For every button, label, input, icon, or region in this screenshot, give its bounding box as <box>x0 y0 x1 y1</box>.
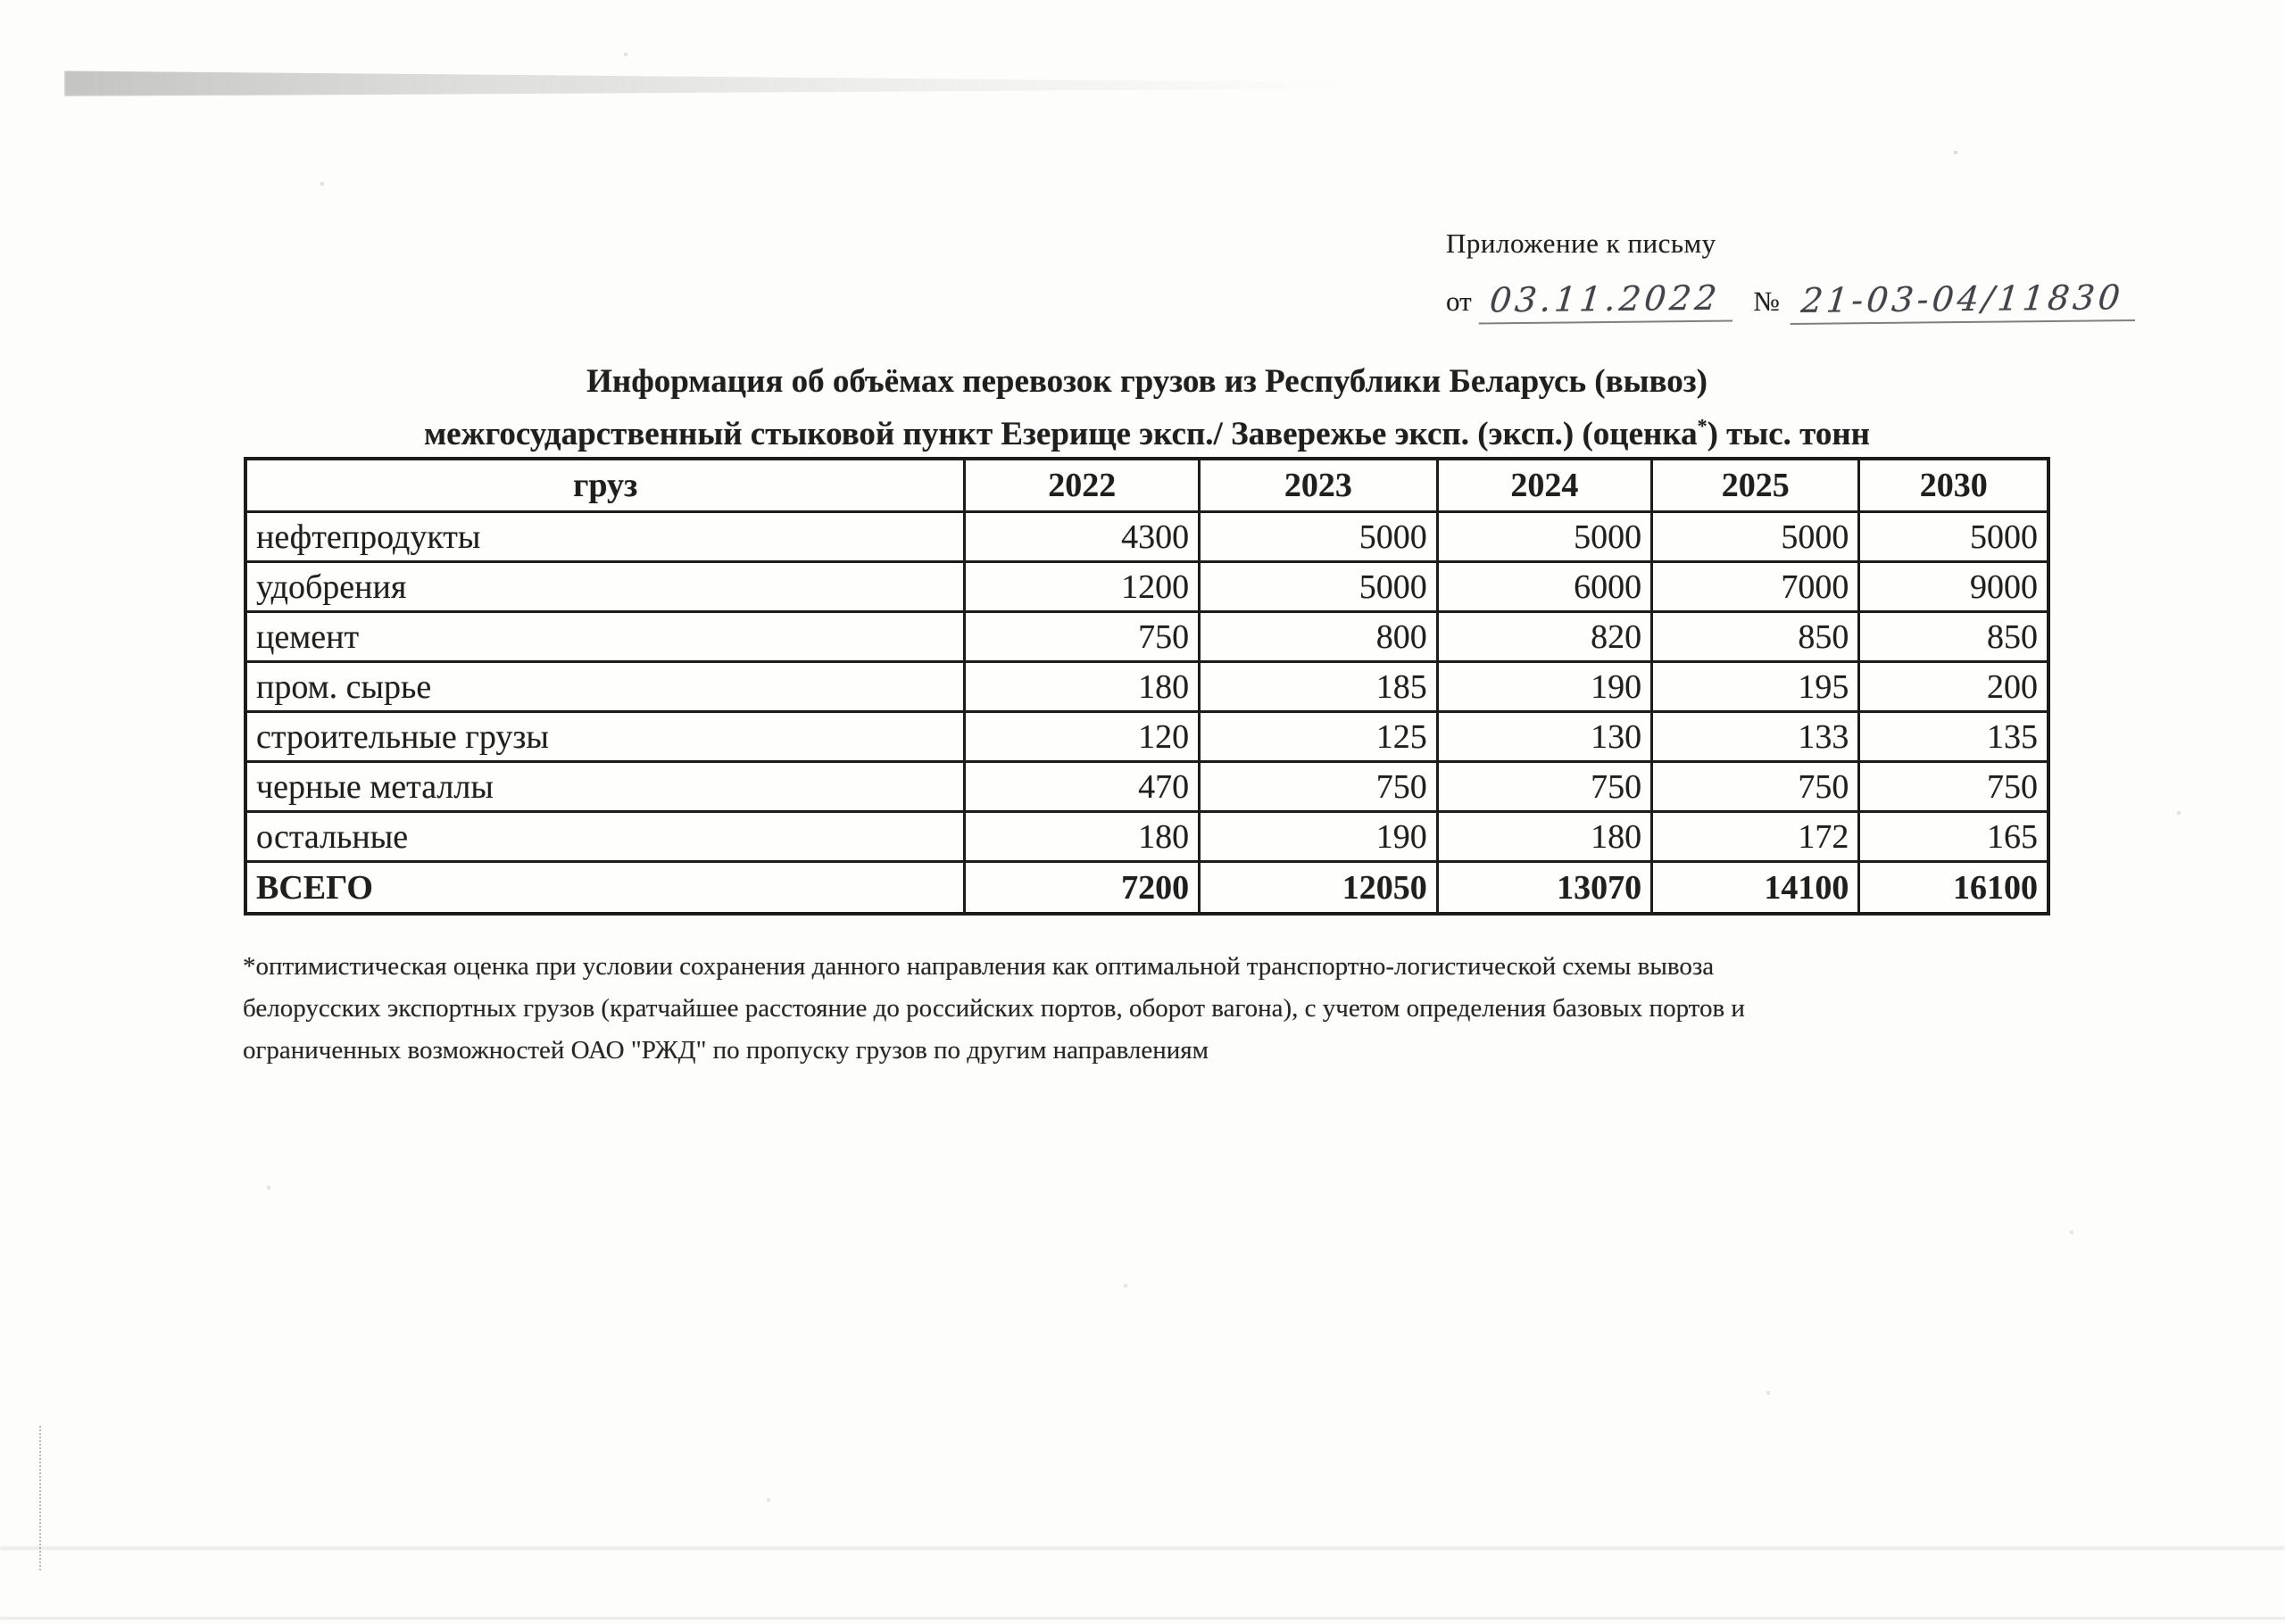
table-row <box>245 662 2048 712</box>
row-label: пром. сырье <box>245 662 965 712</box>
footnote <box>243 946 2081 1072</box>
title-line-2-text: межгосударственный стыковой пункт Езерище эксп./ Завережье эксп. (эксп.) (оценка <box>423 416 1698 452</box>
handwritten-letter-number: 21-03-04/11830 <box>1790 279 2139 325</box>
table-cell: 172 <box>1652 812 1859 862</box>
table-cell: 180 <box>965 812 1200 862</box>
table-cell: 5000 <box>1437 512 1651 562</box>
table-cell: 850 <box>1652 612 1859 662</box>
footnote-line-1: *оптимистическая оценка при условии сохранения данного направления как оптимальной транспортно-логистической схемы вывоза <box>243 952 1715 981</box>
column-header-cargo: груз <box>245 459 965 512</box>
table-cell: 5000 <box>1652 512 1859 562</box>
table-cell: 750 <box>965 612 1200 662</box>
title-line-2-unit: ) тыс. тонн <box>1707 416 1870 452</box>
table-cell: 750 <box>1200 762 1438 812</box>
row-label: нефтепродукты <box>245 512 965 562</box>
footnote-line-2: белорусских экспортных грузов (кратчайшее расстояние до российских портов, оборот вагона), с учетом определения базовых портов и <box>243 994 1745 1023</box>
column-header-2023: 2023 <box>1200 459 1438 512</box>
letter-date-number-line <box>1446 278 2137 323</box>
scan-artifact-streak <box>0 1546 2285 1550</box>
footnote-asterisk: * <box>1697 414 1708 437</box>
row-label: строительные грузы <box>245 712 965 762</box>
row-label: черные металлы <box>245 762 965 812</box>
table-cell: 7000 <box>1652 562 1859 612</box>
table-cell: 190 <box>1200 812 1438 862</box>
table-cell: 195 <box>1652 662 1859 712</box>
table-row <box>245 512 2048 562</box>
table-row <box>245 762 2048 812</box>
table-cell: 133 <box>1652 712 1859 762</box>
table-cell: 470 <box>965 762 1200 812</box>
table-cell: 200 <box>1859 662 2048 712</box>
row-label: остальные <box>245 812 965 862</box>
title-line-1: Информация об объёмах перевозок грузов из Республики Беларусь (вывоз) <box>586 363 1708 400</box>
table-cell: 7200 <box>965 862 1200 915</box>
total-row-label: ВСЕГО <box>245 862 965 915</box>
table-cell: 750 <box>1437 762 1651 812</box>
column-header-2024: 2024 <box>1437 459 1651 512</box>
table-cell: 1200 <box>965 562 1200 612</box>
table-cell: 5000 <box>1200 512 1438 562</box>
document-title <box>244 355 2050 460</box>
table-cell: 4300 <box>965 512 1200 562</box>
table-cell: 185 <box>1200 662 1438 712</box>
from-label: от <box>1446 286 1472 317</box>
table-cell: 130 <box>1437 712 1651 762</box>
table-cell: 16100 <box>1859 862 2048 915</box>
column-header-2030: 2030 <box>1859 459 2048 512</box>
scan-artifact-streak <box>0 1617 2285 1620</box>
table-cell: 820 <box>1437 612 1651 662</box>
table-row <box>245 612 2048 662</box>
letter-reference-block <box>1446 228 2137 323</box>
column-header-2025: 2025 <box>1652 459 1859 512</box>
table-cell: 800 <box>1200 612 1438 662</box>
table-total-row <box>245 862 2048 915</box>
table-cell: 13070 <box>1437 862 1651 915</box>
table-cell: 750 <box>1652 762 1859 812</box>
table-cell: 180 <box>965 662 1200 712</box>
table-cell: 5000 <box>1200 562 1438 612</box>
row-label: удобрения <box>245 562 965 612</box>
table-cell: 850 <box>1859 612 2048 662</box>
table-cell: 135 <box>1859 712 2048 762</box>
table-header-row <box>245 459 2048 512</box>
table-row <box>245 562 2048 612</box>
table-cell: 14100 <box>1652 862 1859 915</box>
table-cell: 750 <box>1859 762 2048 812</box>
attachment-note: Приложение к письму <box>1446 228 1716 259</box>
table-cell: 5000 <box>1859 512 2048 562</box>
handwritten-date: 03.11.2022 <box>1478 280 1735 325</box>
scan-artifact-vertical-line <box>39 1426 41 1570</box>
row-label: цемент <box>245 612 965 662</box>
cargo-volumes-table <box>244 457 2050 916</box>
footnote-line-3: ограниченных возможностей ОАО "РЖД" по пропуску грузов по другим направлениям <box>243 1036 1209 1065</box>
title-line-2 <box>244 408 2050 460</box>
table-cell: 12050 <box>1200 862 1438 915</box>
table-cell: 165 <box>1859 812 2048 862</box>
scan-artifact-top-smudge <box>64 70 1350 96</box>
table-cell: 190 <box>1437 662 1651 712</box>
scan-artifact-specks <box>0 0 2 2</box>
column-header-2022: 2022 <box>965 459 1200 512</box>
table-cell: 125 <box>1200 712 1438 762</box>
table-cell: 180 <box>1437 812 1651 862</box>
table-row <box>245 712 2048 762</box>
number-sign-label: № <box>1753 286 1780 317</box>
table-cell: 120 <box>965 712 1200 762</box>
table-cell: 6000 <box>1437 562 1651 612</box>
table-cell: 9000 <box>1859 562 2048 612</box>
table-row <box>245 812 2048 862</box>
